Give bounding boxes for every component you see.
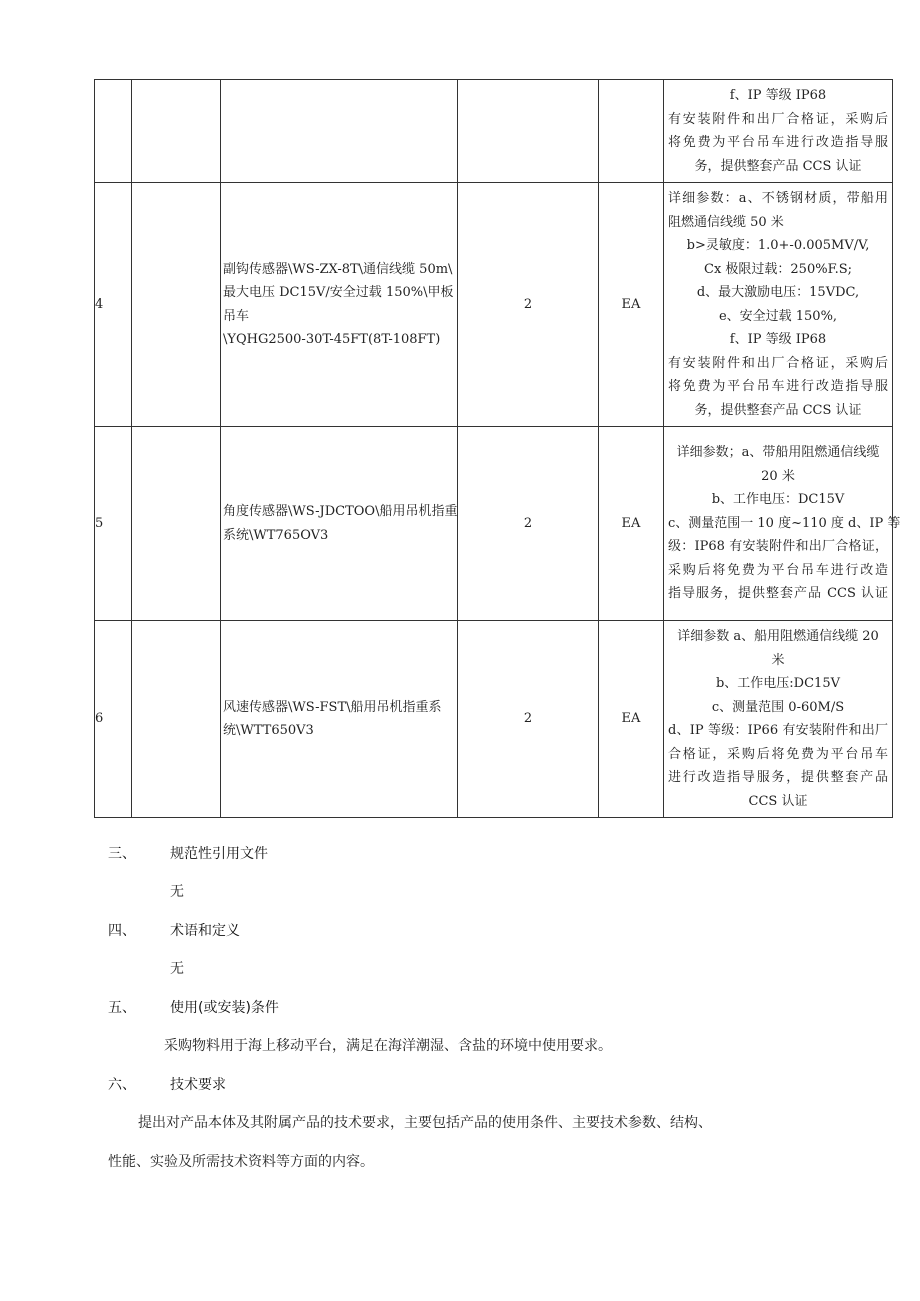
spec-table [94, 79, 901, 818]
spec-line: c、测量范围一 10 度~110 度 d、IP 等 [668, 515, 901, 531]
section-6-body-line-1: 提出对产品本体及其附属产品的技术要求，主要包括产品的使用条件、主要技术参数、结构、 [138, 1115, 712, 1131]
table-row [95, 80, 893, 183]
item-name-line: \YQHG2500-30T-45FT(8T-108FT) [223, 332, 441, 347]
spec-line: 20 米 [761, 468, 795, 484]
item-name-line: 副钩传感器\WS-ZX-8T\通信线缆 50m\ [223, 261, 453, 277]
section-title: 术语和定义 [170, 923, 240, 939]
section-5-heading [108, 997, 279, 1017]
section-number: 四、 [108, 923, 136, 939]
row-blank-cell [132, 183, 221, 427]
row-index [95, 80, 132, 183]
row-index: 6 [95, 621, 132, 818]
spec-line: b>灵敏度：1.0+-0.005MV/V, [686, 238, 870, 253]
spec-line: 米 [771, 652, 785, 668]
row-spec [664, 80, 893, 183]
item-name-line: 系统\WT765OV3 [223, 527, 329, 543]
section-5-body: 采购物料用于海上移动平台，满足在海洋潮湿、含盐的环境中使用要求。 [164, 1038, 612, 1054]
row-unit: EA [599, 427, 664, 621]
row-blank-cell [132, 621, 221, 818]
spec-line: 级：IP68 有安装附件和出厂合格证， [668, 539, 888, 555]
table-row [95, 427, 893, 621]
section-title: 规范性引用文件 [170, 846, 268, 862]
row-item-name [221, 621, 458, 818]
row-spec [664, 183, 893, 427]
spec-line: b、工作电压:DC15V [715, 676, 840, 691]
row-index: 4 [95, 183, 132, 427]
section-3-heading [108, 843, 268, 863]
row-quantity [458, 80, 599, 183]
spec-line: d、最大激励电压：15VDC, [696, 285, 860, 300]
section-number: 五、 [108, 1000, 136, 1016]
row-quantity: 2 [458, 183, 599, 427]
spec-line: b、工作电压：DC15V [711, 492, 845, 508]
table-row [95, 183, 893, 427]
spec-line: 务，提供整套产品 CCS 认证 [694, 402, 862, 418]
spec-line: c、测量范围 0-60M/S [711, 699, 845, 715]
row-item-name [221, 183, 458, 427]
item-name-line: 风速传感器\WS-FST\船用吊机指重系 [223, 699, 442, 715]
row-spec [664, 621, 893, 818]
spec-line: 阻燃通信线缆 50 米 [668, 214, 784, 230]
row-unit: EA [599, 621, 664, 818]
row-unit: EA [599, 183, 664, 427]
section-3-body: 无 [170, 884, 184, 900]
section-title: 技术要求 [170, 1077, 226, 1093]
row-quantity: 2 [458, 621, 599, 818]
spec-line: 详细参数 a、船用阻燃通信线缆 20 [677, 629, 879, 644]
section-4-heading [108, 920, 240, 940]
spec-line: 务，提供整套产品 CCS 认证 [694, 158, 862, 174]
item-name-line: 吊车 [223, 308, 250, 324]
spec-line: 采购后将免费为平台吊车进行改造 [668, 562, 888, 578]
spec-line: d、IP 等级：IP66 有安装附件和出厂 [668, 723, 888, 738]
row-item-name [221, 427, 458, 621]
spec-line: 进行改造指导服务，提供整套产品 [668, 770, 888, 785]
spec-line: 将免费为平台吊车进行改造指导服 [668, 379, 888, 394]
section-title: 使用(或安装)条件 [170, 1000, 279, 1016]
section-6-heading [108, 1074, 226, 1094]
spec-line: 有安装附件和出厂合格证，采购后 [668, 111, 888, 127]
row-blank-cell [132, 427, 221, 621]
spec-line: 有安装附件和出厂合格证，采购后 [668, 355, 888, 371]
row-blank-cell [132, 80, 221, 183]
spec-line: 详细参数：a、不锈钢材质，带船用 [668, 191, 888, 206]
spec-line: Cx 极限过载：250%F.S; [704, 261, 852, 277]
spec-line: f、IP 等级 IP68 [729, 332, 827, 347]
table-row [95, 621, 893, 818]
row-quantity: 2 [458, 427, 599, 621]
spec-line: 将免费为平台吊车进行改造指导服 [668, 135, 888, 150]
section-6-body-line-2: 性能、实验及所需技术资料等方面的内容。 [108, 1154, 374, 1170]
row-item-name [221, 80, 458, 183]
item-name-line: 统\WTT650V3 [223, 723, 314, 738]
spec-line: 详细参数；a、带船用阻燃通信线缆 [676, 445, 880, 461]
spec-line: 指导服务，提供整套产品 CCS 认证 [668, 586, 888, 602]
section-number: 六、 [108, 1077, 136, 1093]
spec-line: e、安全过载 150%, [718, 308, 838, 324]
spec-line: f、IP 等级 IP68 [729, 88, 827, 103]
row-unit [599, 80, 664, 183]
spec-line: CCS 认证 [748, 793, 808, 809]
item-name-line: 最大电压 DC15V/安全过载 150%\甲板 [223, 285, 454, 300]
section-number: 三、 [108, 846, 136, 862]
row-spec [664, 427, 901, 621]
row-index: 5 [95, 427, 132, 621]
spec-line: 合格证，采购后将免费为平台吊车 [668, 746, 888, 762]
item-name-line: 角度传感器\WS-JDCTOO\船用吊机指重 [223, 504, 458, 519]
section-4-body: 无 [170, 961, 184, 977]
